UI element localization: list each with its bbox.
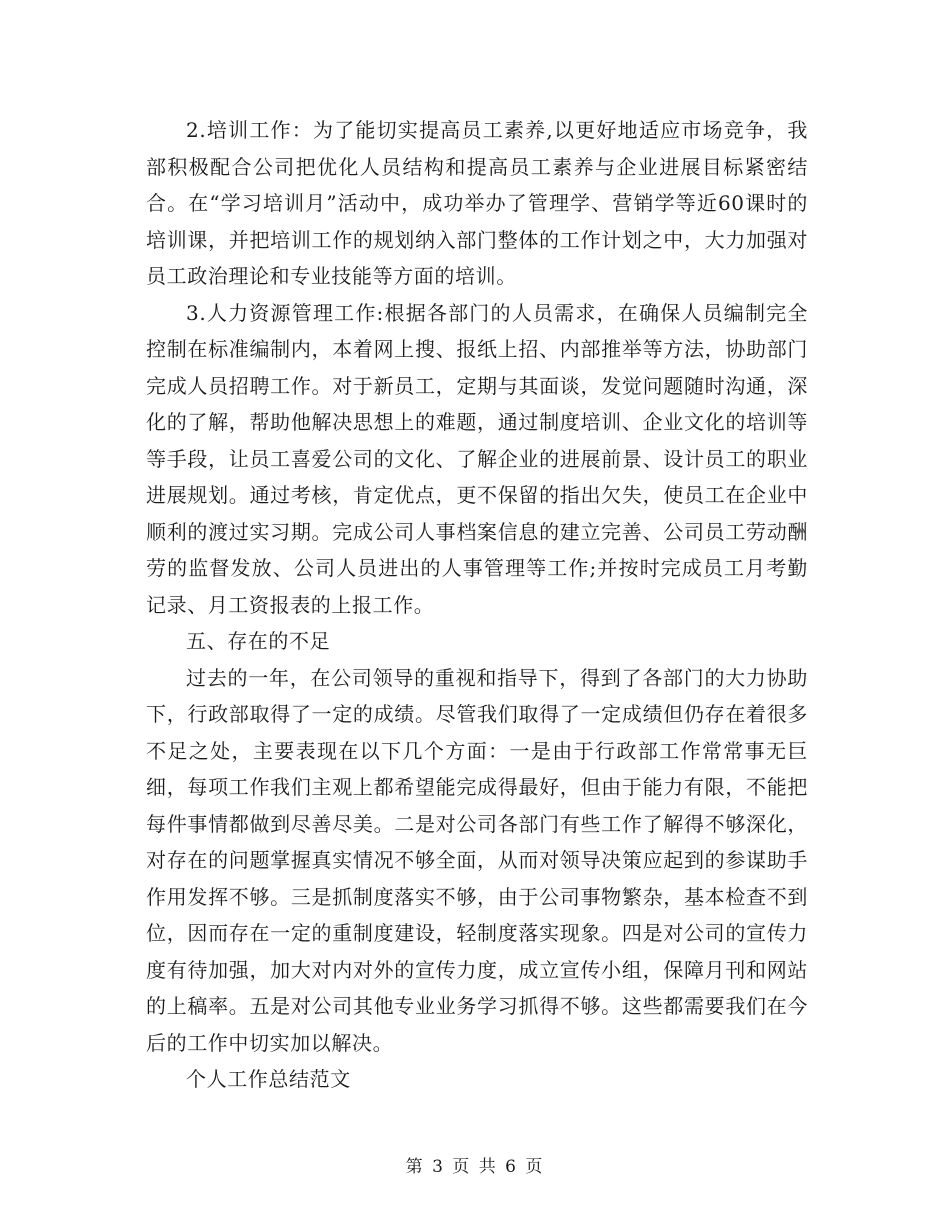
paragraph-hr-management: 3.人力资源管理工作:根据各部门的人员需求，在确保人员编制完全控制在标准编制内，本着网上搜、报纸上招、内部推举等方法，协助部门完成人员招聘工作。对于新员工，定期与其面谈，发觉问题随时沟通，深化的了解，帮助他解决思想上的难题，通过制度培训、企业文化的培训等等手段，让员工喜爱公司的文化、了解企业的进展前景、设计员工的职业进展规划。通过考核，肯定优点，更不保留的指出欠失，使员工在企业中顺利的渡过实习期。完成公司人事档案信息的建立完善、公司员工劳动酬劳的监督发放、公司人员进出的人事管理等工作;并按时完成员工月考勤记录、月工资报表的上报工作。 (146, 300, 808, 617)
paragraph-training: 2.培训工作：为了能切实提高员工素养,以更好地适应市场竞争，我部积极配合公司把优化人员结构和提高员工素养与企业进展目标紧密结合。在“学习培训月”活动中，成功举办了管理学、营销学等近60课时的培训课，并把培训工作的规划纳入部门整体的工作计划之中，大力加强对员工政治理论和专业技能等方面的培训。 (146, 118, 808, 288)
paragraph-shortcomings: 过去的一年，在公司领导的重视和指导下，得到了各部门的大力协助下，行政部取得了一定的成绩。尽管我们取得了一定成绩但仍存在着很多不足之处，主要表现在以下几个方面：一是由于行政部工作常常事无巨细，每项工作我们主观上都希望能完成得最好，但由于能力有限，不能把每件事情都做到尽善尽美。二是对公司各部门有些工作了解得不够深化，对存在的问题掌握真实情况不够全面，从而对领导决策应起到的参谋助手作用发挥不够。三是抓制度落实不够，由于公司事物繁杂，基本检查不到位，因而存在一定的重制度建设，轻制度落实现象。四是对公司的宣传力度有待加强，加大对内对外的宣传力度，成立宣传小组，保障月刊和网站的上稿率。五是对公司其他专业业务学习抓得不够。这些都需要我们在今后的工作中切实加以解决。 (146, 665, 808, 1055)
page-number-footer: 第 3 页 共 6 页 (405, 1157, 545, 1177)
closing-heading: 个人工作总结范文 (186, 1067, 351, 1091)
section-heading-shortcomings: 五、存在的不足 (186, 629, 331, 653)
document-body (146, 112, 808, 1098)
